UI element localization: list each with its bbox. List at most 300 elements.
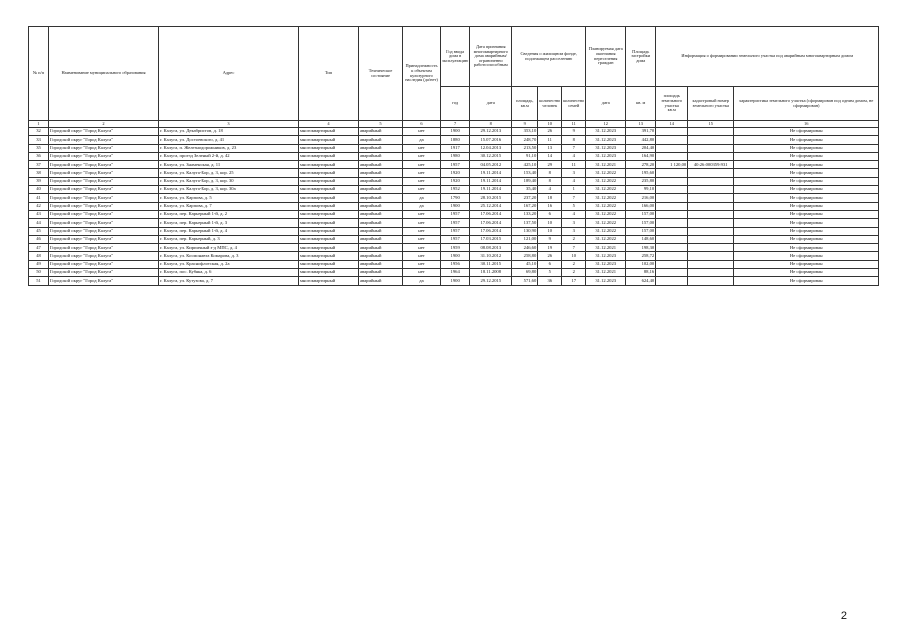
cell-date: 17.06.2014 [470,227,512,235]
cell-addr: г. Калуга, ул. Калуга-Бор, д. 3, кор. 30 [159,177,299,185]
cell-heritage: нет [403,269,441,277]
cell-fam: 1 [562,186,586,194]
cell-mo: Городской округ "Город Калуга" [49,202,159,210]
table-body [29,128,879,286]
cell-heritage: нет [403,144,441,152]
cell-area: 237,20 [512,194,538,202]
cell-land [656,269,688,277]
cell-cad [688,210,734,218]
col-date-header: Дата признания многоквартирного дома аварийным/ ограниченно работоспособным [470,27,512,87]
cell-end: 31.12.2022 [586,202,626,210]
cell-type: многоквартирный [299,177,359,185]
cell-area: 213,50 [512,144,538,152]
cell-heritage: нет [403,210,441,218]
cell-type: многоквартирный [299,210,359,218]
cell-cad [688,227,734,235]
cell-area: 121,00 [512,235,538,243]
table-row [29,136,879,144]
table-row [29,194,879,202]
cell-type: многоквартирный [299,186,359,194]
cell-fam: 2 [562,235,586,243]
cell-land [656,260,688,268]
cell-mo: Городской округ "Город Калуга" [49,169,159,177]
column-number: 9 [512,121,538,128]
cell-date: 18.11.2008 [470,269,512,277]
cell-fam: 10 [562,252,586,260]
cell-year: 1956 [441,260,470,268]
cell-end: 31.12.2022 [586,177,626,185]
cell-year: 1957 [441,235,470,243]
cell-people: 26 [538,128,562,136]
cell-area: 45,10 [512,260,538,268]
cell-mo: Городской округ "Город Калуга" [49,219,159,227]
cell-type: многоквартирный [299,219,359,227]
cell-fam: 17 [562,277,586,285]
cell-cad [688,169,734,177]
cell-area: 248,70 [512,136,538,144]
cell-char: Не сформирован [734,277,879,285]
cell-char: Не сформирован [734,244,879,252]
cell-addr: г. Калуга, ул. Карпова, д. 7 [159,202,299,210]
cell-year: 1959 [441,244,470,252]
cell-date: 08.08.2013 [470,244,512,252]
cell-heritage: нет [403,169,441,177]
sub-cadastral: кадастровый номер земельного участка [688,87,734,121]
cell-mo: Городской округ "Город Калуга" [49,227,159,235]
cell-type: многоквартирный [299,144,359,152]
cell-heritage: да [403,277,441,285]
cell-end: 31.12.2022 [586,169,626,177]
cell-n: 33 [29,136,49,144]
cell-cad [688,136,734,144]
cell-year: 1957 [441,161,470,169]
column-number: 8 [470,121,512,128]
cell-area: 130,90 [512,227,538,235]
cell-n: 38 [29,169,49,177]
cell-mo: Городской округ "Город Калуга" [49,252,159,260]
cell-people: 8 [538,177,562,185]
cell-char: Не сформирован [734,161,879,169]
cell-people: 6 [538,260,562,268]
cell-mo: Городской округ "Город Калуга" [49,177,159,185]
table-row [29,169,879,177]
cell-state: аварийный [359,210,403,218]
cell-char: Не сформирован [734,186,879,194]
cell-mo: Городской округ "Город Калуга" [49,269,159,277]
cell-char: Не сформирован [734,144,879,152]
cell-sq: 195,60 [626,169,656,177]
cell-sq: 624,40 [626,277,656,285]
cell-state: аварийный [359,202,403,210]
cell-end: 31.12.2021 [586,244,626,252]
cell-n: 47 [29,244,49,252]
table-row [29,128,879,136]
cell-date: 30.12.2015 [470,152,512,160]
cell-mo: Городской округ "Город Калуга" [49,260,159,268]
cell-char: Не сформирован [734,202,879,210]
cell-fam: 3 [562,169,586,177]
cell-state: аварийный [359,136,403,144]
cell-n: 32 [29,128,49,136]
cell-n: 39 [29,177,49,185]
cell-sq: 442,80 [626,136,656,144]
cell-sq: 102,00 [626,260,656,268]
table-row [29,269,879,277]
cell-state: аварийный [359,177,403,185]
cell-addr: г. Калуга, пос. Кубяка, д. 6 [159,269,299,277]
cell-state: аварийный [359,269,403,277]
cell-cad [688,219,734,227]
cell-date: 04.05.2012 [470,161,512,169]
col-heritage-header: Принадлежность к объектам культурного наследия (да/нет) [403,27,441,121]
cell-addr: г. Калуга, ул. Декабристов, д. 18 [159,128,299,136]
cell-sq: 278,20 [626,161,656,169]
table-row [29,186,879,194]
cell-land [656,128,688,136]
cell-land: 1 120,00 [656,161,688,169]
cell-end: 31.12.2022 [586,194,626,202]
table-row [29,260,879,268]
cell-people: 36 [538,277,562,285]
cell-year: 1900 [441,277,470,285]
cell-people: 19 [538,244,562,252]
cell-people: 18 [538,194,562,202]
cell-char: Не сформирован [734,269,879,277]
cell-char: Не сформирован [734,260,879,268]
cell-sq: 216,00 [626,194,656,202]
cell-mo: Городской округ "Город Калуга" [49,244,159,252]
cell-people: 10 [538,227,562,235]
cell-heritage: нет [403,186,441,194]
cell-date: 19.11.2014 [470,186,512,194]
cell-state: аварийный [359,186,403,194]
table-row [29,244,879,252]
cell-date: 25.12.2014 [470,202,512,210]
cell-mo: Городской округ "Город Калуга" [49,210,159,218]
column-number: 1 [29,121,49,128]
cell-heritage: нет [403,128,441,136]
cell-sq: 157,00 [626,219,656,227]
cell-year: 1980 [441,152,470,160]
cell-year: 1790 [441,194,470,202]
table-row [29,235,879,243]
cell-end: 31.12.2023 [586,252,626,260]
column-number: 3 [159,121,299,128]
col-land-info-header: Информация о формировании земельного участка под аварийным многоквартирным домом [656,27,879,87]
cell-mo: Городской округ "Город Калуга" [49,136,159,144]
column-number: 5 [359,121,403,128]
col-resettle-header: Сведения о жилищном фонде, подлежащем расселению [512,27,586,87]
cell-area: 425,10 [512,161,538,169]
cell-cad [688,177,734,185]
cell-date: 30.11.2015 [470,260,512,268]
cell-mo: Городской округ "Город Калуга" [49,144,159,152]
cell-mo: Городской округ "Город Калуга" [49,128,159,136]
col-state-header: Техническое состояние [359,27,403,121]
cell-addr: г. Калуга, пер. Карьерный 1-й, д. 4 [159,227,299,235]
sub-date: дата [470,87,512,121]
cell-fam: 7 [562,194,586,202]
cell-year: 1880 [441,136,470,144]
cell-type: многоквартирный [299,269,359,277]
cell-sq: 235,80 [626,177,656,185]
cell-date: 29.12.2013 [470,128,512,136]
cell-heritage: да [403,202,441,210]
sub-end-date: дата [586,87,626,121]
col-built-area-header: Площадь застройки дома [626,27,656,87]
cell-date: 19.11.2014 [470,177,512,185]
cell-n: 50 [29,269,49,277]
cell-type: многоквартирный [299,128,359,136]
cell-char: Не сформирован [734,128,879,136]
cell-heritage: да [403,136,441,144]
cell-addr: г. Калуга, ул. Калуга-Бор, д. 3, кор. 30а [159,186,299,194]
cell-fam: 3 [562,219,586,227]
cell-type: многоквартирный [299,194,359,202]
cell-fam: 4 [562,177,586,185]
column-number: 16 [734,121,879,128]
cell-area: 133,20 [512,210,538,218]
cell-land [656,136,688,144]
table-row [29,277,879,285]
cell-year: 1957 [441,210,470,218]
table-row [29,152,879,160]
cell-char: Не сформирован [734,152,879,160]
cell-sq: 198,30 [626,244,656,252]
cell-char: Не сформирован [734,194,879,202]
cell-people: 13 [538,144,562,152]
cell-land [656,186,688,194]
cell-end: 31.12.2023 [586,277,626,285]
cell-addr: г. Калуга, ул. Кутузова, д. 7 [159,277,299,285]
cell-area: 153,40 [512,169,538,177]
cell-land [656,202,688,210]
cell-n: 49 [29,260,49,268]
cell-addr: г. Калуга, ул. Краснофлотская, д. 2а [159,260,299,268]
table-row [29,227,879,235]
cell-land [656,169,688,177]
column-number: 6 [403,121,441,128]
cell-end: 31.12.2023 [586,128,626,136]
cell-char: Не сформирован [734,227,879,235]
cell-sq: 99,10 [626,186,656,194]
cell-heritage: нет [403,227,441,235]
cell-year: 1917 [441,144,470,152]
cell-land [656,277,688,285]
cell-area: 258,80 [512,252,538,260]
cell-end: 31.12.2023 [586,152,626,160]
column-number: 13 [626,121,656,128]
cell-people: 8 [538,169,562,177]
cell-year: 1952 [441,186,470,194]
cell-end: 31.12.2023 [586,136,626,144]
cell-land [656,227,688,235]
cell-cad [688,144,734,152]
cell-land [656,194,688,202]
cell-area: 35,40 [512,186,538,194]
cell-addr: г. Калуга, пер. Карьерный 1-й, д. 3 [159,219,299,227]
cell-char: Не сформирован [734,252,879,260]
cell-year: 1900 [441,128,470,136]
cell-area: 246,60 [512,244,538,252]
cell-land [656,244,688,252]
cell-area: 91,10 [512,152,538,160]
cell-type: многоквартирный [299,169,359,177]
cell-date: 12.04.2013 [470,144,512,152]
column-number-row [29,121,879,128]
cell-fam: 4 [562,210,586,218]
cell-sq: 88,16 [626,269,656,277]
cell-cad [688,128,734,136]
cell-mo: Городской округ "Город Калуга" [49,235,159,243]
col-year-header: Год ввода дома в эксплуатацию [441,27,470,87]
col-municipality-header: Наименование муниципального образования [49,27,159,121]
cell-n: 45 [29,227,49,235]
cell-land [656,219,688,227]
cell-addr: г. Калуга, ул. Карпова, д. 5 [159,194,299,202]
cell-type: многоквартирный [299,202,359,210]
register-sheet [28,26,879,286]
cell-date: 31.10.2012 [470,252,512,260]
cell-state: аварийный [359,144,403,152]
cell-char: Не сформирован [734,219,879,227]
col-end-header: Планируемая дата окончания переселения граждан [586,27,626,87]
cell-heritage: нет [403,235,441,243]
cell-cad [688,235,734,243]
cell-land [656,235,688,243]
cell-people: 4 [538,186,562,194]
table-row [29,161,879,169]
cell-cad [688,252,734,260]
col-type-header: Тип [299,27,359,121]
cell-area: 571,60 [512,277,538,285]
cell-state: аварийный [359,194,403,202]
cell-heritage: нет [403,152,441,160]
cell-n: 40 [29,186,49,194]
cell-date: 28.10.2015 [470,194,512,202]
cell-char: Не сформирован [734,169,879,177]
cell-state: аварийный [359,235,403,243]
cell-heritage: нет [403,244,441,252]
cell-date: 19.11.2014 [470,169,512,177]
cell-fam: 2 [562,260,586,268]
cell-fam: 11 [562,161,586,169]
cell-people: 11 [538,136,562,144]
cell-date: 17.03.2015 [470,235,512,243]
cell-n: 42 [29,202,49,210]
cell-addr: г. Калуга, ул. Космонавта Комарова, д. 3 [159,252,299,260]
col-index-header: № п/п [29,27,49,121]
cell-type: многоквартирный [299,235,359,243]
column-number: 4 [299,121,359,128]
column-number: 15 [688,121,734,128]
cell-year: 1900 [441,252,470,260]
cell-year: 1957 [441,227,470,235]
cell-mo: Городской округ "Город Калуга" [49,186,159,194]
cell-state: аварийный [359,244,403,252]
cell-n: 46 [29,235,49,243]
cell-area: 353,10 [512,128,538,136]
cell-area: 167,20 [512,202,538,210]
cell-n: 35 [29,144,49,152]
cell-year: 1920 [441,169,470,177]
cell-addr: г. Калуга, пер. Карьерный, д. 3 [159,235,299,243]
cell-mo: Городской округ "Город Калуга" [49,277,159,285]
cell-sq: 258,72 [626,252,656,260]
cell-cad [688,202,734,210]
cell-end: 31.12.2022 [586,219,626,227]
cell-people: 14 [538,152,562,160]
cell-date: 17.06.2014 [470,219,512,227]
cell-end: 31.12.2023 [586,260,626,268]
cell-n: 44 [29,219,49,227]
cell-type: многоквартирный [299,161,359,169]
cell-n: 36 [29,152,49,160]
cell-char: Не сформирован [734,136,879,144]
sub-families: количество семей [562,87,586,121]
emergency-housing-table [28,26,879,286]
cell-end: 31.12.2022 [586,235,626,243]
cell-date: 17.06.2014 [470,210,512,218]
cell-state: аварийный [359,128,403,136]
cell-type: многоквартирный [299,227,359,235]
col-address-header: Адрес [159,27,299,121]
table-row [29,219,879,227]
cell-mo: Городской округ "Город Калуга" [49,161,159,169]
cell-people: 26 [538,252,562,260]
cell-type: многоквартирный [299,277,359,285]
cell-end: 31.12.2021 [586,269,626,277]
cell-cad: 40:26:000359:931 [688,161,734,169]
cell-people: 29 [538,161,562,169]
cell-n: 48 [29,252,49,260]
cell-fam: 7 [562,144,586,152]
table-row [29,252,879,260]
table-row [29,144,879,152]
sub-character: характеристика земельного участка (сформирован под одним домом, не сформирован) [734,87,879,121]
cell-end: 31.12.2022 [586,227,626,235]
column-number: 14 [656,121,688,128]
cell-year: 1900 [441,202,470,210]
cell-land [656,144,688,152]
cell-year: 1957 [441,219,470,227]
cell-people: 10 [538,219,562,227]
cell-state: аварийный [359,252,403,260]
cell-mo: Городской округ "Город Калуга" [49,152,159,160]
cell-state: аварийный [359,161,403,169]
cell-date: 15.07.2016 [470,136,512,144]
table-row [29,210,879,218]
cell-people: 16 [538,202,562,210]
column-number: 10 [538,121,562,128]
cell-addr: г. Калуга, ул. Достоевского, д. 41 [159,136,299,144]
cell-state: аварийный [359,260,403,268]
cell-n: 51 [29,277,49,285]
cell-sq: 164,90 [626,152,656,160]
cell-end: 31.12.2021 [586,161,626,169]
cell-addr: г. Калуга, ул. Знаменская, д. 11 [159,161,299,169]
column-number: 7 [441,121,470,128]
sub-year: год [441,87,470,121]
cell-heritage: нет [403,177,441,185]
cell-fam: 2 [562,269,586,277]
cell-people: 6 [538,210,562,218]
cell-land [656,252,688,260]
cell-fam: 3 [562,227,586,235]
cell-type: многоквартирный [299,244,359,252]
cell-heritage: нет [403,219,441,227]
cell-type: многоквартирный [299,252,359,260]
